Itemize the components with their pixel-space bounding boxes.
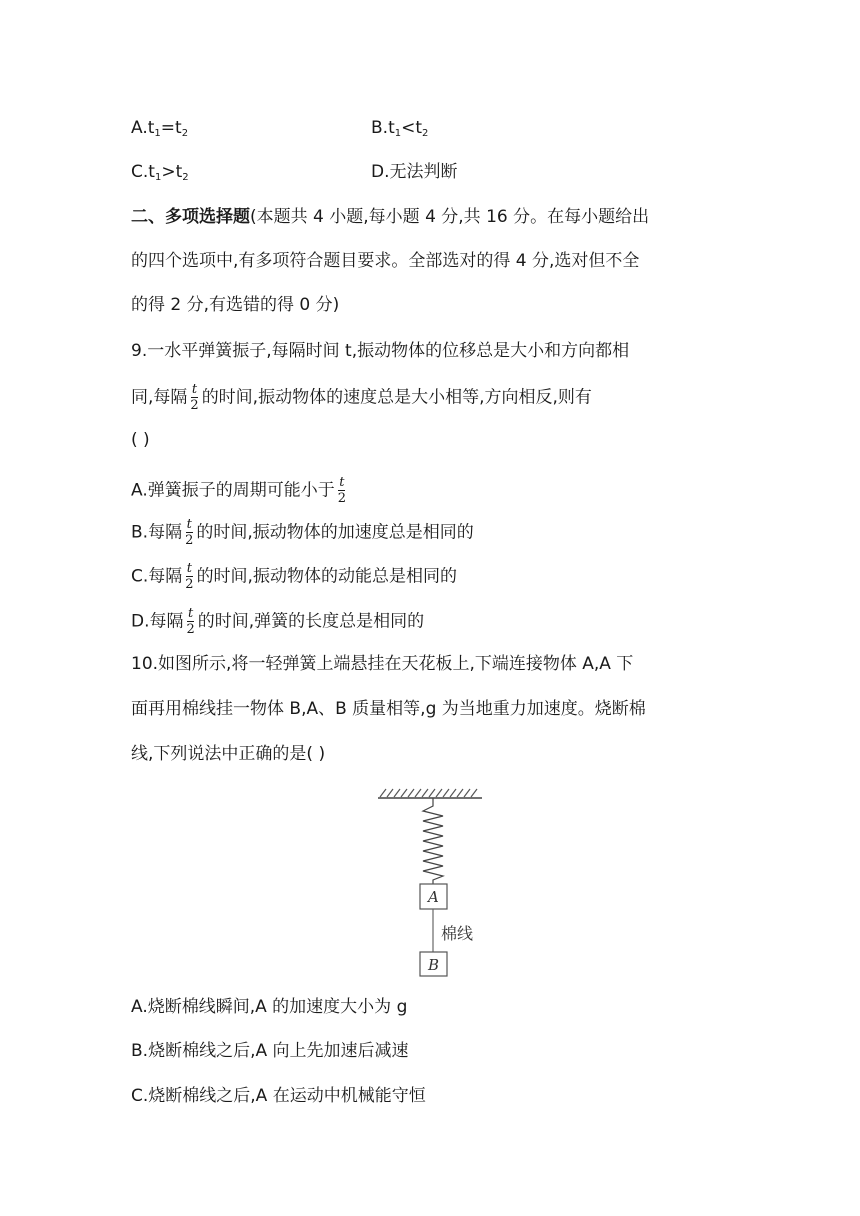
section-title: 二、多项选择题 [131,207,250,227]
q9-option-b: B.每隔 $\frac{t}{2}$ 的时间,振动物体的加速度总是相同的 [131,517,474,548]
q8-option-c: $C.t_1>t_2$ [131,162,189,183]
ceiling-hatching [380,789,477,797]
q9-option-a: A.弹簧振子的周期可能小于 $\frac{t}{2}$ [131,475,347,506]
fraction-t-over-2: $\frac{t}{2}$ [185,517,194,548]
spring-coil [423,798,443,884]
q8-option-d: D.无法判断 [371,162,458,182]
fraction-t-over-2: $\frac{t}{2}$ [185,561,194,592]
q8-option-b: $B.t_1<t_2$ [371,118,429,139]
section-heading [131,206,649,228]
q10-stem-line1: 10.如图所示,将一轻弹簧上端悬挂在天花板上,下端连接物体 A,A 下 [131,654,634,674]
block-a-label: A [428,888,439,906]
section-instructions-line2: 的四个选项中,有多项符合题目要求。全部选对的得 4 分,选对但不全 [131,251,640,271]
q10-option-c: C.烧断棉线之后,A 在运动中机械能守恒 [131,1086,426,1106]
q8-option-a: $A.t_1=t_2$ [131,118,189,139]
section-instructions: (本题共 4 小题,每小题 4 分,共 16 分。在每小题给出 [250,207,650,227]
q10-stem-line2: 面再用棉线挂一物体 B,A、B 质量相等,g 为当地重力加速度。烧断棉 [131,699,646,719]
q9-option-c: C.每隔 $\frac{t}{2}$ 的时间,振动物体的动能总是相同的 [131,561,457,592]
q9-option-d: D.每隔 $\frac{t}{2}$ 的时间,弹簧的长度总是相同的 [131,606,425,637]
q9-answer-bracket: ( ) [131,430,150,450]
q10-option-b: B.烧断棉线之后,A 向上先加速后减速 [131,1041,409,1061]
thread-label: 棉线 [441,924,474,943]
spring-figure [376,784,486,978]
q9-stem-line1: 9.一水平弹簧振子,每隔时间 t,振动物体的位移总是大小和方向都相 [131,341,630,361]
spring-diagram [376,784,486,978]
fraction-t-over-2: $\frac{t}{2}$ [337,475,347,506]
q10-option-a: A.烧断棉线瞬间,A 的加速度大小为 g [131,997,408,1017]
block-b-label: B [428,956,440,974]
q9-stem-line2: 同,每隔 $\frac{t}{2}$ 的时间,振动物体的速度总是大小相等,方向相反,则有 [131,382,592,413]
fraction-t-over-2: $\frac{t}{2}$ [186,606,195,637]
q10-stem-line3: 线,下列说法中正确的是( ) [131,744,326,764]
fraction-t-over-2: $\frac{t}{2}$ [190,382,199,413]
section-instructions-line3: 的得 2 分,有选错的得 0 分) [131,295,340,315]
